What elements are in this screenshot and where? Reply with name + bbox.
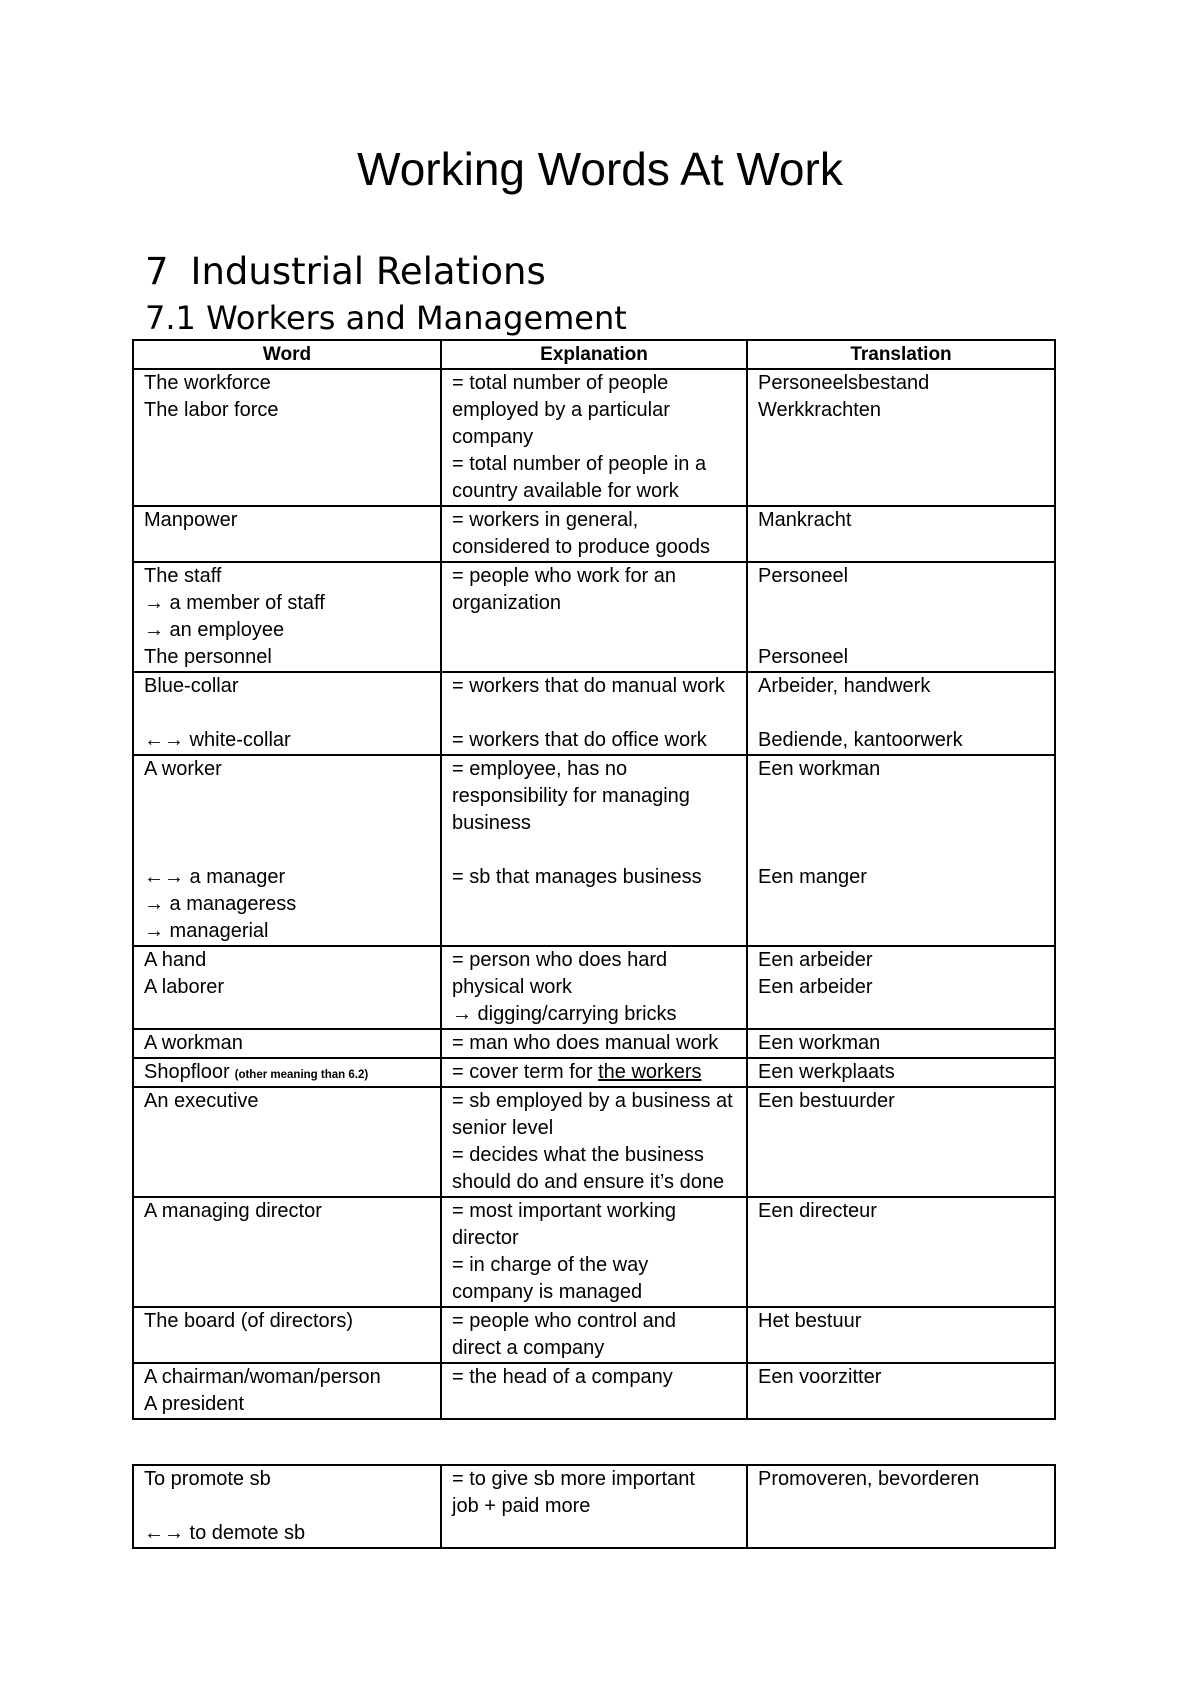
word-line: Blue-collar bbox=[144, 675, 239, 697]
line-spacer bbox=[758, 918, 1048, 945]
section-heading: 7.1 Workers and Management bbox=[145, 299, 627, 337]
line-spacer bbox=[144, 534, 434, 561]
line-spacer bbox=[758, 1225, 1048, 1252]
translation-line: Het bestuur bbox=[758, 1310, 862, 1332]
word-cell bbox=[133, 369, 441, 506]
translation-line: Werkkrachten bbox=[758, 399, 882, 421]
line-spacer bbox=[144, 1225, 434, 1252]
underlined-text: the workers bbox=[598, 1061, 702, 1083]
word-line: To promote sb bbox=[144, 1468, 271, 1490]
translation-line: Personeel bbox=[758, 565, 849, 587]
term-text: Shopfloor bbox=[144, 1061, 230, 1083]
word-line bbox=[144, 1059, 434, 1086]
vocabulary-table-promotion-body bbox=[133, 1465, 1055, 1548]
line-spacer bbox=[758, 1391, 1048, 1418]
translation-cell bbox=[747, 1029, 1055, 1058]
line-spacer bbox=[758, 700, 1048, 727]
explanation-cell bbox=[441, 562, 747, 672]
vocabulary-table bbox=[132, 339, 1056, 1420]
word-cell bbox=[133, 562, 441, 672]
word-line: ←→ to demote sb bbox=[144, 1522, 306, 1544]
line-spacer bbox=[452, 918, 740, 945]
explanation-line: = man who does manual work bbox=[452, 1032, 719, 1054]
line-spacer bbox=[144, 424, 434, 451]
word-line: ←→ a manager bbox=[144, 866, 286, 888]
line-spacer bbox=[144, 1335, 434, 1362]
explanation-cell bbox=[441, 1307, 747, 1363]
line-spacer bbox=[758, 424, 1048, 451]
explanation-line: = people who control and bbox=[452, 1310, 677, 1332]
explanation-line bbox=[452, 1059, 740, 1086]
word-line: A president bbox=[144, 1393, 245, 1415]
explanation-cell bbox=[441, 1197, 747, 1307]
explanation-line: organization bbox=[452, 592, 561, 614]
line-spacer bbox=[758, 1252, 1048, 1279]
explanation-line: = the head of a company bbox=[452, 1366, 673, 1388]
chapter-title: Industrial Relations bbox=[190, 250, 546, 293]
line-spacer bbox=[758, 1001, 1048, 1028]
line-spacer bbox=[144, 1169, 434, 1196]
word-line: A worker bbox=[144, 758, 222, 780]
line-spacer bbox=[144, 837, 434, 864]
translation-cell bbox=[747, 1197, 1055, 1307]
word-line: → a member of staff bbox=[144, 592, 325, 614]
word-line: The personnel bbox=[144, 646, 272, 668]
line-spacer bbox=[452, 700, 740, 727]
word-line: An executive bbox=[144, 1090, 259, 1112]
explanation-line: = sb employed by a business at bbox=[452, 1090, 733, 1112]
translation-line: Een workman bbox=[758, 1032, 881, 1054]
header-translation: Translation bbox=[747, 340, 1055, 369]
explanation-line: employed by a particular bbox=[452, 399, 670, 421]
word-line: A workman bbox=[144, 1032, 243, 1054]
line-spacer bbox=[758, 451, 1048, 478]
vocabulary-table-promotion bbox=[132, 1464, 1056, 1549]
chapter-number: 7 bbox=[145, 250, 169, 293]
explanation-line: = sb that manages business bbox=[452, 866, 702, 888]
explanation-line: = decides what the business bbox=[452, 1144, 704, 1166]
table-row bbox=[133, 1465, 1055, 1548]
line-spacer bbox=[144, 451, 434, 478]
vocabulary-table-body bbox=[133, 369, 1055, 1419]
word-line: → managerial bbox=[144, 920, 269, 942]
table-row bbox=[133, 1197, 1055, 1307]
translation-line: Promoveren, bevorderen bbox=[758, 1468, 980, 1490]
line-spacer bbox=[758, 1335, 1048, 1362]
explanation-line: = workers that do office work bbox=[452, 729, 707, 751]
line-spacer bbox=[144, 1252, 434, 1279]
explanation-cell bbox=[441, 755, 747, 946]
translation-line: Bediende, kantoorwerk bbox=[758, 729, 963, 751]
word-cell bbox=[133, 1197, 441, 1307]
word-line: A laborer bbox=[144, 976, 225, 998]
translation-line: Mankracht bbox=[758, 509, 852, 531]
line-spacer bbox=[144, 783, 434, 810]
explanation-line: → digging/carrying bricks bbox=[452, 1003, 677, 1025]
explanation-line: company is managed bbox=[452, 1281, 643, 1303]
word-line: ←→ white-collar bbox=[144, 729, 291, 751]
explanation-line: job + paid more bbox=[452, 1495, 591, 1517]
word-line: A chairman/woman/person bbox=[144, 1366, 381, 1388]
explanation-cell bbox=[441, 506, 747, 562]
explanation-line: considered to produce goods bbox=[452, 536, 710, 558]
explanation-line: director bbox=[452, 1227, 519, 1249]
explanation-line: = people who work for an bbox=[452, 565, 677, 587]
table-row bbox=[133, 1058, 1055, 1087]
translation-line: Een manger bbox=[758, 866, 867, 888]
word-cell bbox=[133, 1307, 441, 1363]
explanation-cell bbox=[441, 369, 747, 506]
document-title: Working Words At Work bbox=[357, 143, 843, 195]
translation-cell bbox=[747, 1363, 1055, 1419]
translation-cell bbox=[747, 755, 1055, 946]
translation-cell bbox=[747, 672, 1055, 755]
translation-cell bbox=[747, 562, 1055, 672]
line-spacer bbox=[144, 1493, 434, 1520]
translation-line: Een werkplaats bbox=[758, 1061, 895, 1083]
line-spacer bbox=[758, 590, 1048, 617]
word-line: The workforce bbox=[144, 372, 271, 394]
word-line: → an employee bbox=[144, 619, 285, 641]
word-cell bbox=[133, 1029, 441, 1058]
word-line: A hand bbox=[144, 949, 207, 971]
table-row bbox=[133, 1307, 1055, 1363]
term-text: = cover term for bbox=[452, 1061, 593, 1083]
line-spacer bbox=[452, 644, 740, 671]
term-note: (other meaning than 6.2) bbox=[234, 1069, 369, 1081]
line-spacer bbox=[144, 1279, 434, 1306]
translation-line: Een bestuurder bbox=[758, 1090, 895, 1112]
explanation-line: = total number of people bbox=[452, 372, 669, 394]
line-spacer bbox=[144, 1115, 434, 1142]
line-spacer bbox=[452, 617, 740, 644]
translation-line: Arbeider, handwerk bbox=[758, 675, 931, 697]
explanation-cell bbox=[441, 1029, 747, 1058]
explanation-cell bbox=[441, 672, 747, 755]
line-spacer bbox=[758, 837, 1048, 864]
explanation-line: = workers that do manual work bbox=[452, 675, 725, 697]
line-spacer bbox=[144, 700, 434, 727]
explanation-line: company bbox=[452, 426, 534, 448]
line-spacer bbox=[758, 891, 1048, 918]
explanation-line: country available for work bbox=[452, 480, 679, 502]
translation-line: Een arbeider bbox=[758, 949, 873, 971]
table-row bbox=[133, 562, 1055, 672]
word-cell bbox=[133, 1465, 441, 1548]
word-cell bbox=[133, 506, 441, 562]
explanation-line: business bbox=[452, 812, 531, 834]
explanation-line: = most important working bbox=[452, 1200, 676, 1222]
word-line: The staff bbox=[144, 565, 222, 587]
line-spacer bbox=[452, 837, 740, 864]
table-header-row bbox=[133, 340, 1055, 369]
line-spacer bbox=[758, 810, 1048, 837]
line-spacer bbox=[758, 1279, 1048, 1306]
translation-cell bbox=[747, 506, 1055, 562]
explanation-cell bbox=[441, 1363, 747, 1419]
explanation-cell bbox=[441, 1058, 747, 1087]
chapter-heading bbox=[145, 250, 546, 294]
line-spacer bbox=[758, 1169, 1048, 1196]
line-spacer bbox=[758, 1115, 1048, 1142]
explanation-line: = in charge of the way bbox=[452, 1254, 649, 1276]
table-row bbox=[133, 1087, 1055, 1197]
word-line: Manpower bbox=[144, 509, 238, 531]
word-cell bbox=[133, 1058, 441, 1087]
table-row bbox=[133, 1363, 1055, 1419]
explanation-line: responsibility for managing bbox=[452, 785, 690, 807]
word-cell bbox=[133, 1087, 441, 1197]
line-spacer bbox=[452, 1520, 740, 1547]
explanation-line: = total number of people in a bbox=[452, 453, 707, 475]
line-spacer bbox=[144, 1001, 434, 1028]
line-spacer bbox=[452, 1391, 740, 1418]
line-spacer bbox=[452, 891, 740, 918]
line-spacer bbox=[144, 1142, 434, 1169]
word-cell bbox=[133, 672, 441, 755]
explanation-cell bbox=[441, 946, 747, 1029]
line-spacer bbox=[144, 810, 434, 837]
translation-line: Personeelsbestand bbox=[758, 372, 930, 394]
word-line: The labor force bbox=[144, 399, 279, 421]
line-spacer bbox=[758, 617, 1048, 644]
word-line: → a manageress bbox=[144, 893, 297, 915]
translation-cell bbox=[747, 1465, 1055, 1548]
word-cell bbox=[133, 1363, 441, 1419]
translation-line: Een voorzitter bbox=[758, 1366, 882, 1388]
translation-cell bbox=[747, 369, 1055, 506]
table-row bbox=[133, 946, 1055, 1029]
word-line: A managing director bbox=[144, 1200, 322, 1222]
translation-line: Een workman bbox=[758, 758, 881, 780]
header-word: Word bbox=[133, 340, 441, 369]
word-line: The board (of directors) bbox=[144, 1310, 353, 1332]
table-row bbox=[133, 369, 1055, 506]
table-row bbox=[133, 672, 1055, 755]
explanation-line: = employee, has no bbox=[452, 758, 628, 780]
translation-line: Een directeur bbox=[758, 1200, 877, 1222]
explanation-line: = person who does hard bbox=[452, 949, 668, 971]
line-spacer bbox=[758, 1520, 1048, 1547]
line-spacer bbox=[758, 478, 1048, 505]
explanation-line: direct a company bbox=[452, 1337, 605, 1359]
line-spacer bbox=[758, 1493, 1048, 1520]
explanation-line: should do and ensure it’s done bbox=[452, 1171, 725, 1193]
word-cell bbox=[133, 946, 441, 1029]
word-cell bbox=[133, 755, 441, 946]
table-row bbox=[133, 755, 1055, 946]
explanation-line: = workers in general, bbox=[452, 509, 639, 531]
table-row bbox=[133, 506, 1055, 562]
table-row bbox=[133, 1029, 1055, 1058]
explanation-line: senior level bbox=[452, 1117, 554, 1139]
line-spacer bbox=[758, 534, 1048, 561]
translation-cell bbox=[747, 1307, 1055, 1363]
translation-cell bbox=[747, 946, 1055, 1029]
explanation-line: = to give sb more important bbox=[452, 1468, 695, 1490]
line-spacer bbox=[144, 478, 434, 505]
explanation-line: physical work bbox=[452, 976, 573, 998]
explanation-cell bbox=[441, 1087, 747, 1197]
header-explanation: Explanation bbox=[441, 340, 747, 369]
translation-cell bbox=[747, 1058, 1055, 1087]
line-spacer bbox=[758, 783, 1048, 810]
line-spacer bbox=[758, 1142, 1048, 1169]
translation-line: Personeel bbox=[758, 646, 849, 668]
explanation-cell bbox=[441, 1465, 747, 1548]
translation-cell bbox=[747, 1087, 1055, 1197]
translation-line: Een arbeider bbox=[758, 976, 873, 998]
